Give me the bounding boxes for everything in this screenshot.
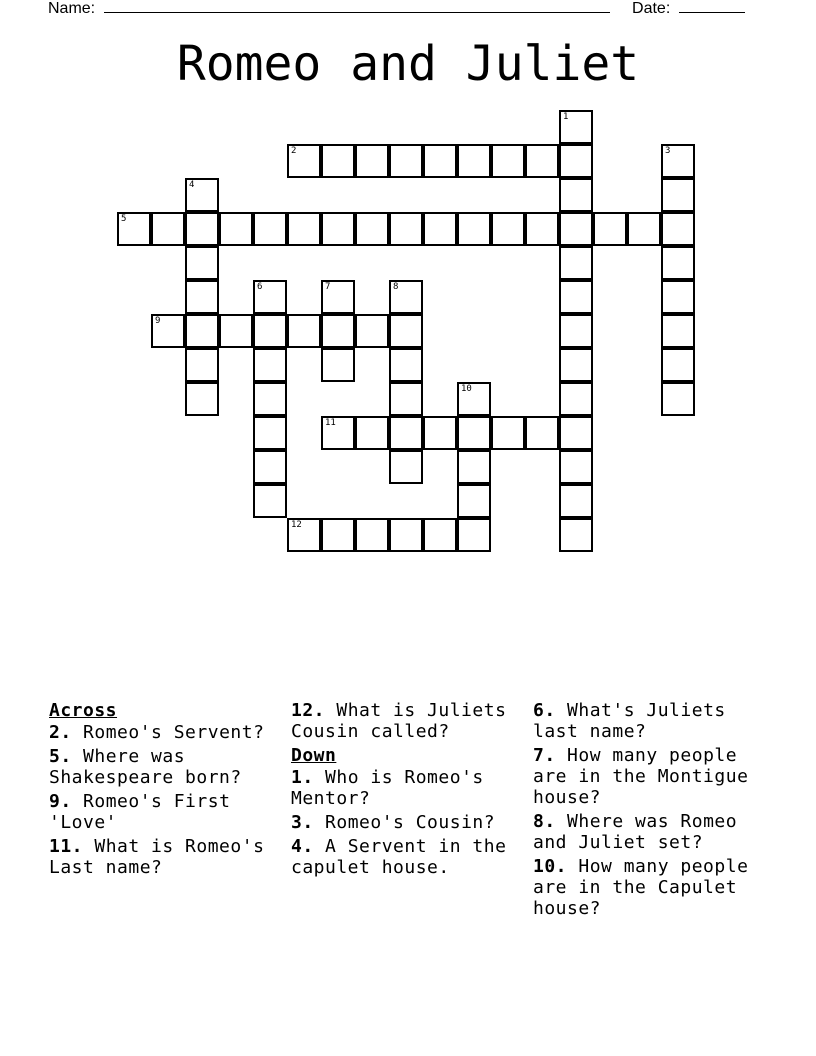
crossword-cell[interactable] bbox=[627, 212, 661, 246]
clue-num: 3. bbox=[291, 812, 314, 833]
crossword-cell[interactable] bbox=[491, 416, 525, 450]
clue-text: Romeo's Servent? bbox=[71, 722, 265, 743]
crossword-cell[interactable] bbox=[389, 348, 423, 382]
clue-text: How many people are in the Montigue house? bbox=[533, 745, 749, 808]
clue-number: 5 bbox=[121, 214, 127, 224]
date-label: Date: bbox=[632, 0, 671, 17]
crossword-cell[interactable] bbox=[457, 450, 491, 484]
crossword-cell[interactable] bbox=[287, 144, 321, 178]
crossword-cell[interactable] bbox=[389, 450, 423, 484]
clue-number: 8 bbox=[393, 282, 399, 292]
crossword-cell[interactable] bbox=[253, 212, 287, 246]
crossword-cell[interactable] bbox=[559, 246, 593, 280]
crossword-cell[interactable] bbox=[185, 246, 219, 280]
crossword-cell[interactable] bbox=[321, 314, 355, 348]
clue bbox=[533, 811, 773, 853]
crossword-cell[interactable] bbox=[355, 144, 389, 178]
crossword-cell[interactable] bbox=[559, 416, 593, 450]
clue bbox=[291, 700, 531, 742]
crossword-cell[interactable] bbox=[321, 280, 355, 314]
crossword-cell[interactable] bbox=[457, 416, 491, 450]
clue-heading-down: Down bbox=[291, 745, 337, 766]
crossword-cell[interactable] bbox=[593, 212, 627, 246]
crossword-cell[interactable] bbox=[321, 144, 355, 178]
crossword-cell[interactable] bbox=[457, 212, 491, 246]
crossword-cell[interactable] bbox=[525, 416, 559, 450]
crossword-cell[interactable] bbox=[287, 314, 321, 348]
clue-num: 1. bbox=[291, 767, 314, 788]
clue-num: 9. bbox=[49, 791, 72, 812]
clue-num: 5. bbox=[49, 746, 72, 767]
crossword-cell[interactable] bbox=[219, 314, 253, 348]
crossword-cell[interactable] bbox=[559, 382, 593, 416]
clue-text: Romeo's Cousin? bbox=[313, 812, 496, 833]
crossword-cell[interactable] bbox=[661, 212, 695, 246]
clue-text: What's Juliets last name? bbox=[533, 700, 726, 742]
crossword-cell[interactable] bbox=[185, 178, 219, 212]
crossword-cell[interactable] bbox=[253, 450, 287, 484]
clue-number: 6 bbox=[257, 282, 263, 292]
clue-number: 4 bbox=[189, 180, 195, 190]
clue-num: 12. bbox=[291, 700, 326, 721]
crossword-cell[interactable] bbox=[457, 518, 491, 552]
clue bbox=[533, 700, 773, 742]
clue-number: 9 bbox=[155, 316, 161, 326]
clue-text: Where was Shakespeare born? bbox=[49, 746, 242, 788]
crossword-cell[interactable] bbox=[389, 212, 423, 246]
crossword-cell[interactable] bbox=[457, 144, 491, 178]
clue-text: A Servent in the capulet house. bbox=[291, 836, 507, 878]
clue-num: 4. bbox=[291, 836, 314, 857]
clue bbox=[49, 791, 289, 833]
clues-column-2 bbox=[291, 700, 531, 881]
clue-text: Who is Romeo's Mentor? bbox=[291, 767, 484, 809]
crossword-cell[interactable] bbox=[559, 518, 593, 552]
clue-num: 7. bbox=[533, 745, 556, 766]
clue bbox=[291, 836, 531, 878]
crossword-cell[interactable] bbox=[457, 484, 491, 518]
crossword-cell[interactable] bbox=[559, 348, 593, 382]
crossword-cell[interactable] bbox=[253, 382, 287, 416]
crossword-cell[interactable] bbox=[219, 212, 253, 246]
clue bbox=[533, 745, 773, 808]
crossword-cell[interactable] bbox=[491, 144, 525, 178]
name-label: Name: bbox=[48, 0, 96, 17]
clue-num: 2. bbox=[49, 722, 72, 743]
clue-text: Romeo's First 'Love' bbox=[49, 791, 231, 833]
crossword-cell[interactable] bbox=[185, 314, 219, 348]
crossword-cell[interactable] bbox=[253, 348, 287, 382]
clue-number: 1 bbox=[563, 112, 569, 122]
crossword-cell[interactable] bbox=[661, 382, 695, 416]
crossword-cell[interactable] bbox=[559, 110, 593, 144]
crossword-cell[interactable] bbox=[321, 518, 355, 552]
clue bbox=[291, 767, 531, 809]
crossword-cell[interactable] bbox=[253, 416, 287, 450]
clue-text: What is Romeo's Last name? bbox=[49, 836, 265, 878]
clue-num: 10. bbox=[533, 856, 568, 877]
crossword-cell[interactable] bbox=[151, 212, 185, 246]
crossword-cell[interactable] bbox=[559, 144, 593, 178]
crossword-cell[interactable] bbox=[423, 416, 457, 450]
clues-column-3 bbox=[533, 700, 773, 922]
crossword-cell[interactable] bbox=[355, 212, 389, 246]
crossword-cell[interactable] bbox=[661, 178, 695, 212]
crossword-cell[interactable] bbox=[355, 518, 389, 552]
crossword-cell[interactable] bbox=[185, 280, 219, 314]
crossword-cell[interactable] bbox=[423, 518, 457, 552]
crossword-cell[interactable] bbox=[559, 280, 593, 314]
crossword-cell[interactable] bbox=[661, 144, 695, 178]
crossword-cell[interactable] bbox=[355, 314, 389, 348]
crossword-cell[interactable] bbox=[253, 484, 287, 518]
crossword-cell[interactable] bbox=[185, 348, 219, 382]
crossword-cell[interactable] bbox=[457, 382, 491, 416]
crossword-cell[interactable] bbox=[185, 382, 219, 416]
crossword-cell[interactable] bbox=[423, 212, 457, 246]
crossword-cell[interactable] bbox=[661, 246, 695, 280]
crossword-cell[interactable] bbox=[559, 212, 593, 246]
crossword-cell[interactable] bbox=[661, 280, 695, 314]
crossword-cell[interactable] bbox=[151, 314, 185, 348]
clue-text: How many people are in the Capulet house? bbox=[533, 856, 749, 919]
clue bbox=[533, 856, 773, 919]
crossword-cell[interactable] bbox=[389, 144, 423, 178]
crossword-cell[interactable] bbox=[389, 518, 423, 552]
crossword-cell[interactable] bbox=[287, 212, 321, 246]
crossword-cell[interactable] bbox=[321, 348, 355, 382]
clue bbox=[49, 722, 289, 743]
clue-num: 11. bbox=[49, 836, 84, 857]
clues-column-1 bbox=[49, 700, 289, 881]
clue bbox=[291, 812, 531, 833]
crossword-cell[interactable] bbox=[321, 416, 355, 450]
crossword-cell[interactable] bbox=[661, 348, 695, 382]
crossword-cell[interactable] bbox=[491, 212, 525, 246]
crossword-cell[interactable] bbox=[559, 178, 593, 212]
crossword-cell[interactable] bbox=[661, 314, 695, 348]
clue-heading-across: Across bbox=[49, 700, 118, 721]
crossword-cell[interactable] bbox=[559, 484, 593, 518]
crossword-cell[interactable] bbox=[559, 314, 593, 348]
crossword-cell[interactable] bbox=[355, 416, 389, 450]
crossword-cell[interactable] bbox=[525, 212, 559, 246]
clue-number: 2 bbox=[291, 146, 297, 156]
crossword-cell[interactable] bbox=[321, 212, 355, 246]
clue-number: 7 bbox=[325, 282, 331, 292]
crossword-cell[interactable] bbox=[389, 382, 423, 416]
clue-num: 8. bbox=[533, 811, 556, 832]
clue-number: 3 bbox=[665, 146, 671, 156]
clue bbox=[49, 746, 289, 788]
crossword-cell[interactable] bbox=[185, 212, 219, 246]
crossword-cell[interactable] bbox=[389, 314, 423, 348]
clue bbox=[49, 836, 289, 878]
clue-text: What is Juliets Cousin called? bbox=[291, 700, 507, 742]
crossword-cell[interactable] bbox=[253, 314, 287, 348]
crossword-cell[interactable] bbox=[525, 144, 559, 178]
crossword-cell[interactable] bbox=[117, 212, 151, 246]
crossword-cell[interactable] bbox=[287, 518, 321, 552]
clue-text: Where was Romeo and Juliet set? bbox=[533, 811, 738, 853]
clue-number: 12 bbox=[291, 520, 302, 530]
crossword-cell[interactable] bbox=[559, 450, 593, 484]
crossword-cell[interactable] bbox=[253, 280, 287, 314]
crossword-cell[interactable] bbox=[423, 144, 457, 178]
clue-num: 6. bbox=[533, 700, 556, 721]
clue-number: 11 bbox=[325, 418, 336, 428]
clue-number: 10 bbox=[461, 384, 472, 394]
page-title: Romeo and Juliet bbox=[176, 36, 640, 92]
crossword-cell[interactable] bbox=[389, 280, 423, 314]
crossword-cell[interactable] bbox=[389, 416, 423, 450]
